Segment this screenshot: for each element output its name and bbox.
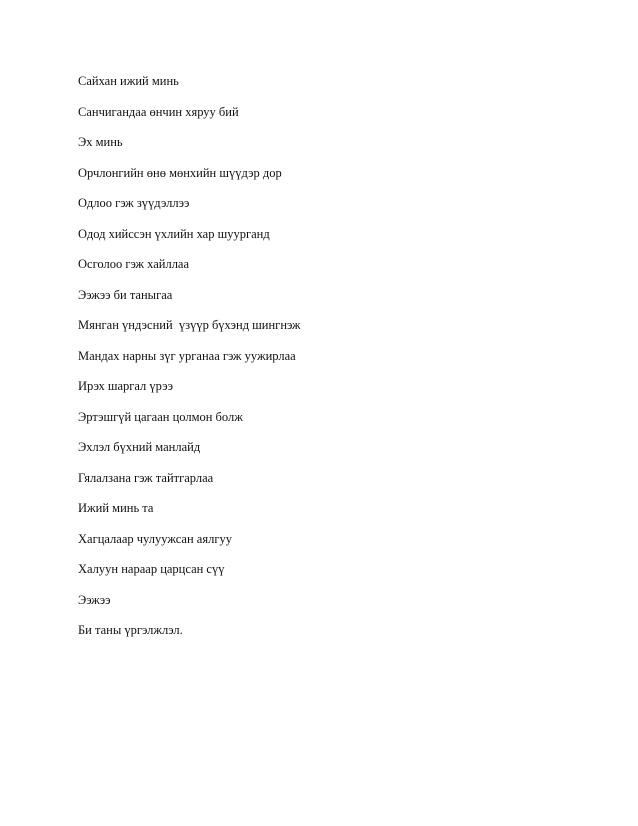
poem-line: Ээжээ би таныгаа: [78, 287, 173, 302]
poem-line: Мандах нарны зүг урганаа гэж уужирлаа: [78, 348, 296, 363]
poem-line: Халуун нараар царцсан сүү: [78, 562, 225, 576]
poem-line: Эртэшгүй цагаан цолмон болж: [78, 409, 243, 424]
poem-line: Эхлэл бүхний манлайд: [78, 440, 201, 454]
poem-text: [78, 66, 301, 646]
poem-line: Одод хийссэн үхлийн хар шуурганд: [78, 226, 270, 241]
poem-line: Би таны үргэлжлэл.: [78, 623, 183, 637]
poem-line: Ирэх шаргал үрээ: [78, 379, 173, 393]
poem-line: Одлоо гэж зүүдэллээ: [78, 196, 190, 210]
poem-line: Осголоо гэж хайллаа: [78, 257, 190, 271]
poem-line: Гялалзана гэж тайтгарлаа: [78, 470, 214, 485]
poem-line: Ижий минь та: [78, 501, 154, 515]
poem-line: Сайхан ижий минь: [78, 74, 179, 88]
poem-line: Санчигандаа өнчин хяруу бий: [78, 104, 239, 119]
poem-line: Эх минь: [78, 135, 123, 149]
poem-line: Орчлонгийн өнө мөнхийн шүүдэр дор: [78, 165, 282, 180]
poem-line: Мянган үндэсний үзүүр бүхэнд шингнэж: [78, 318, 301, 332]
poem-line: Ээжээ: [78, 592, 111, 607]
poem-line: Хагцалаар чулуужсан аялгуу: [78, 531, 232, 546]
